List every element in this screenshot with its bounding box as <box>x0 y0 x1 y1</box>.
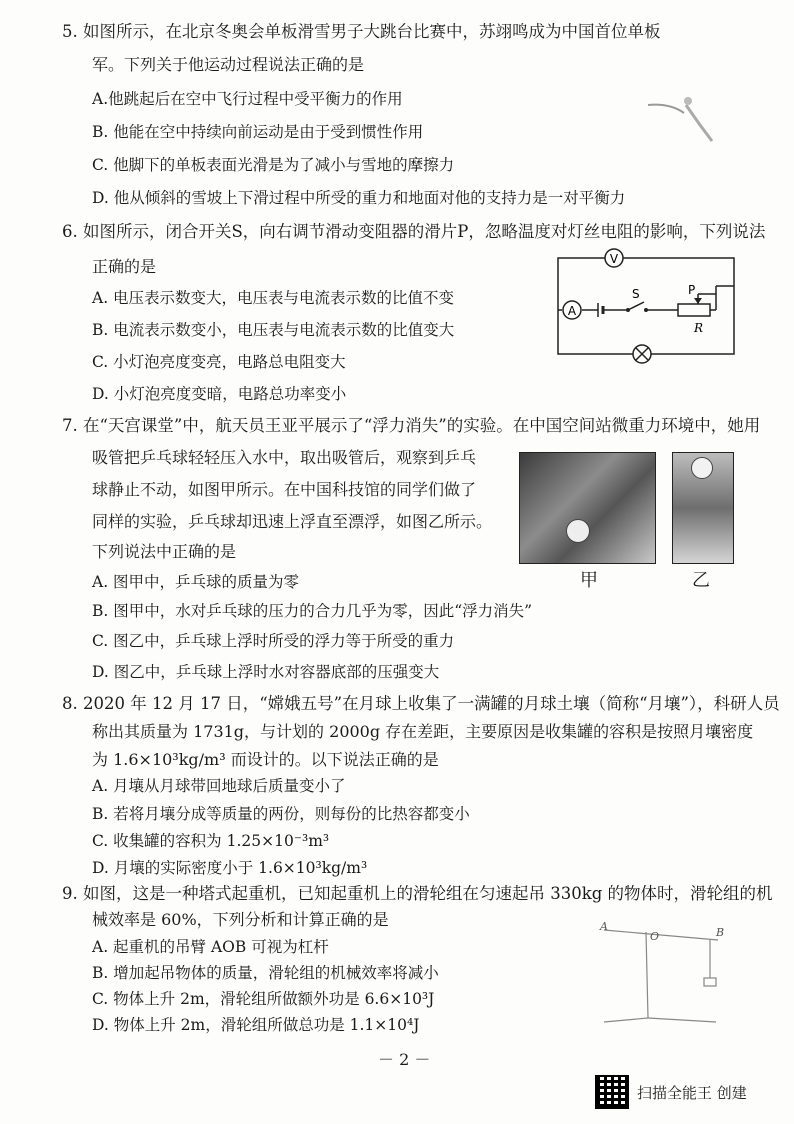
ping-pong-ball <box>566 519 590 543</box>
q9-option-c: C. 物体上升 2m，滑轮组所做额外功是 6.6×10³J <box>92 990 435 1008</box>
q7-option-c: C. 图乙中，乒乓球上浮时所受的浮力等于所受的重力 <box>92 632 455 650</box>
snowboarder-figure <box>640 75 720 145</box>
q6-stem-line2: 正确的是 <box>92 257 157 276</box>
q7-stem-line4: 同样的实验，乒乓球却迅速上浮直至漂浮，如图乙所示。 <box>92 512 493 531</box>
q9-option-a: A. 起重机的吊臂 AOB 可视为杠杆 <box>92 938 329 956</box>
q8-stem-line2: 称出其质量为 1731g，与计划的 2000g 存在差距，主要原因是收集罐的容积是按照月壤密度 <box>92 722 754 741</box>
q6-option-b: B. 电流表示数变小，电压表与电流表示数的比值变大 <box>92 321 455 339</box>
crane-label-b: B <box>716 926 725 939</box>
q7-stem-line3: 球静止不动，如图甲所示。在中国科技馆的同学们做了 <box>92 480 477 499</box>
q6-option-c: C. 小灯泡亮度变亮，电路总电阻变大 <box>92 353 346 371</box>
q9-option-d: D. 物体上升 2m，滑轮组所做总功是 1.1×10⁴J <box>92 1016 420 1034</box>
q6-option-a: A. 电压表示数变大，电压表与电流表示数的比值不变 <box>92 289 455 307</box>
tower-crane-figure <box>598 918 728 1030</box>
voltmeter-label: V <box>609 252 619 266</box>
photo-yi-museum <box>672 452 734 564</box>
q9-option-b: B. 增加起吊物体的质量，滑轮组的机械效率将减小 <box>92 964 439 982</box>
caption-jia: 甲 <box>580 570 598 591</box>
q7-stem-line1: 7. 在“天宫课堂”中，航天员王亚平展示了“浮力消失”的实验。在中国空间站微重力环境中，她用 <box>62 416 761 435</box>
q8-option-a: A. 月壤从月球带回地球后质量变小了 <box>92 777 346 795</box>
q6-option-d: D. 小灯泡亮度变暗，电路总功率变小 <box>92 385 347 403</box>
q6-stem-line1: 6. 如图所示，闭合开关S，向右调节滑动变阻器的滑片P，忽略温度对灯丝电阻的影响，下列说法 <box>62 222 766 241</box>
q5-stem-line1: 5. 如图所示，在北京冬奥会单板滑雪男子大跳台比赛中，苏翊鸣成为中国首位单板 <box>62 22 661 41</box>
q5-option-d: D. 他从倾斜的雪坡上下滑过程中所受的重力和地面对他的支持力是一对平衡力 <box>92 189 626 207</box>
q5-option-b: B. 他能在空中持续向前运动是由于受到惯性作用 <box>92 123 424 141</box>
page-number: － 2 － <box>378 1050 431 1069</box>
q5-option-c: C. 他脚下的单板表面光滑是为了减小与雪地的摩擦力 <box>92 156 455 174</box>
qr-code-icon <box>595 1075 629 1109</box>
q7-option-a: A. 图甲中，乒乓球的质量为零 <box>92 573 300 591</box>
q7-option-d: D. 图乙中，乒乓球上浮时水对容器底部的压强变大 <box>92 663 440 681</box>
q7-stem-line5: 下列说法中正确的是 <box>92 542 237 561</box>
q8-option-d: D. 月壤的实际密度小于 1.6×10³kg/m³ <box>92 859 368 877</box>
caption-yi: 乙 <box>692 570 710 591</box>
q7-stem-line2: 吸管把乒乓球轻轻压入水中，取出吸管后，观察到乒乓 <box>92 448 477 467</box>
scanner-watermark <box>595 1075 747 1109</box>
q7-option-b: B. 图甲中，水对乒乓球的压力的合力几乎为零，因此“浮力消失” <box>92 602 533 620</box>
floating-ball <box>691 457 713 479</box>
switch-label: S <box>632 287 640 301</box>
q5-stem-line2: 军。下列关于他运动过程说法正确的是 <box>92 55 365 74</box>
q5-option-a: A.他跳起后在空中飞行过程中受平衡力的作用 <box>92 90 403 108</box>
q8-stem-line1: 8. 2020 年 12 月 17 日，“嫦娥五号”在月球上收集了一满罐的月球土壤（简称“月壤”），科研人员 <box>62 694 780 713</box>
q9-stem-line1: 9. 如图，这是一种塔式起重机，已知起重机上的滑轮组在匀速起吊 330kg 的物体时，滑轮组的机 <box>62 884 773 903</box>
crane-label-o: O <box>650 930 660 943</box>
slider-label: P <box>688 283 696 297</box>
ammeter-label: A <box>567 304 577 318</box>
photo-jia-space-station <box>519 452 656 564</box>
watermark-text: 扫描全能王 创建 <box>637 1083 747 1102</box>
resistor-label: R <box>694 321 704 335</box>
crane-label-a: A <box>600 920 608 933</box>
q8-stem-line3: 为 1.6×10³kg/m³ 而设计的。以下说法正确的是 <box>92 750 439 769</box>
circuit-diagram <box>548 248 744 368</box>
q9-stem-line2: 械效率是 60%，下列分析和计算正确的是 <box>92 910 389 929</box>
q8-option-b: B. 若将月壤分成等质量的两份，则每份的比热容都变小 <box>92 805 470 823</box>
q8-option-c: C. 收集罐的容积为 1.25×10⁻³m³ <box>92 832 330 850</box>
